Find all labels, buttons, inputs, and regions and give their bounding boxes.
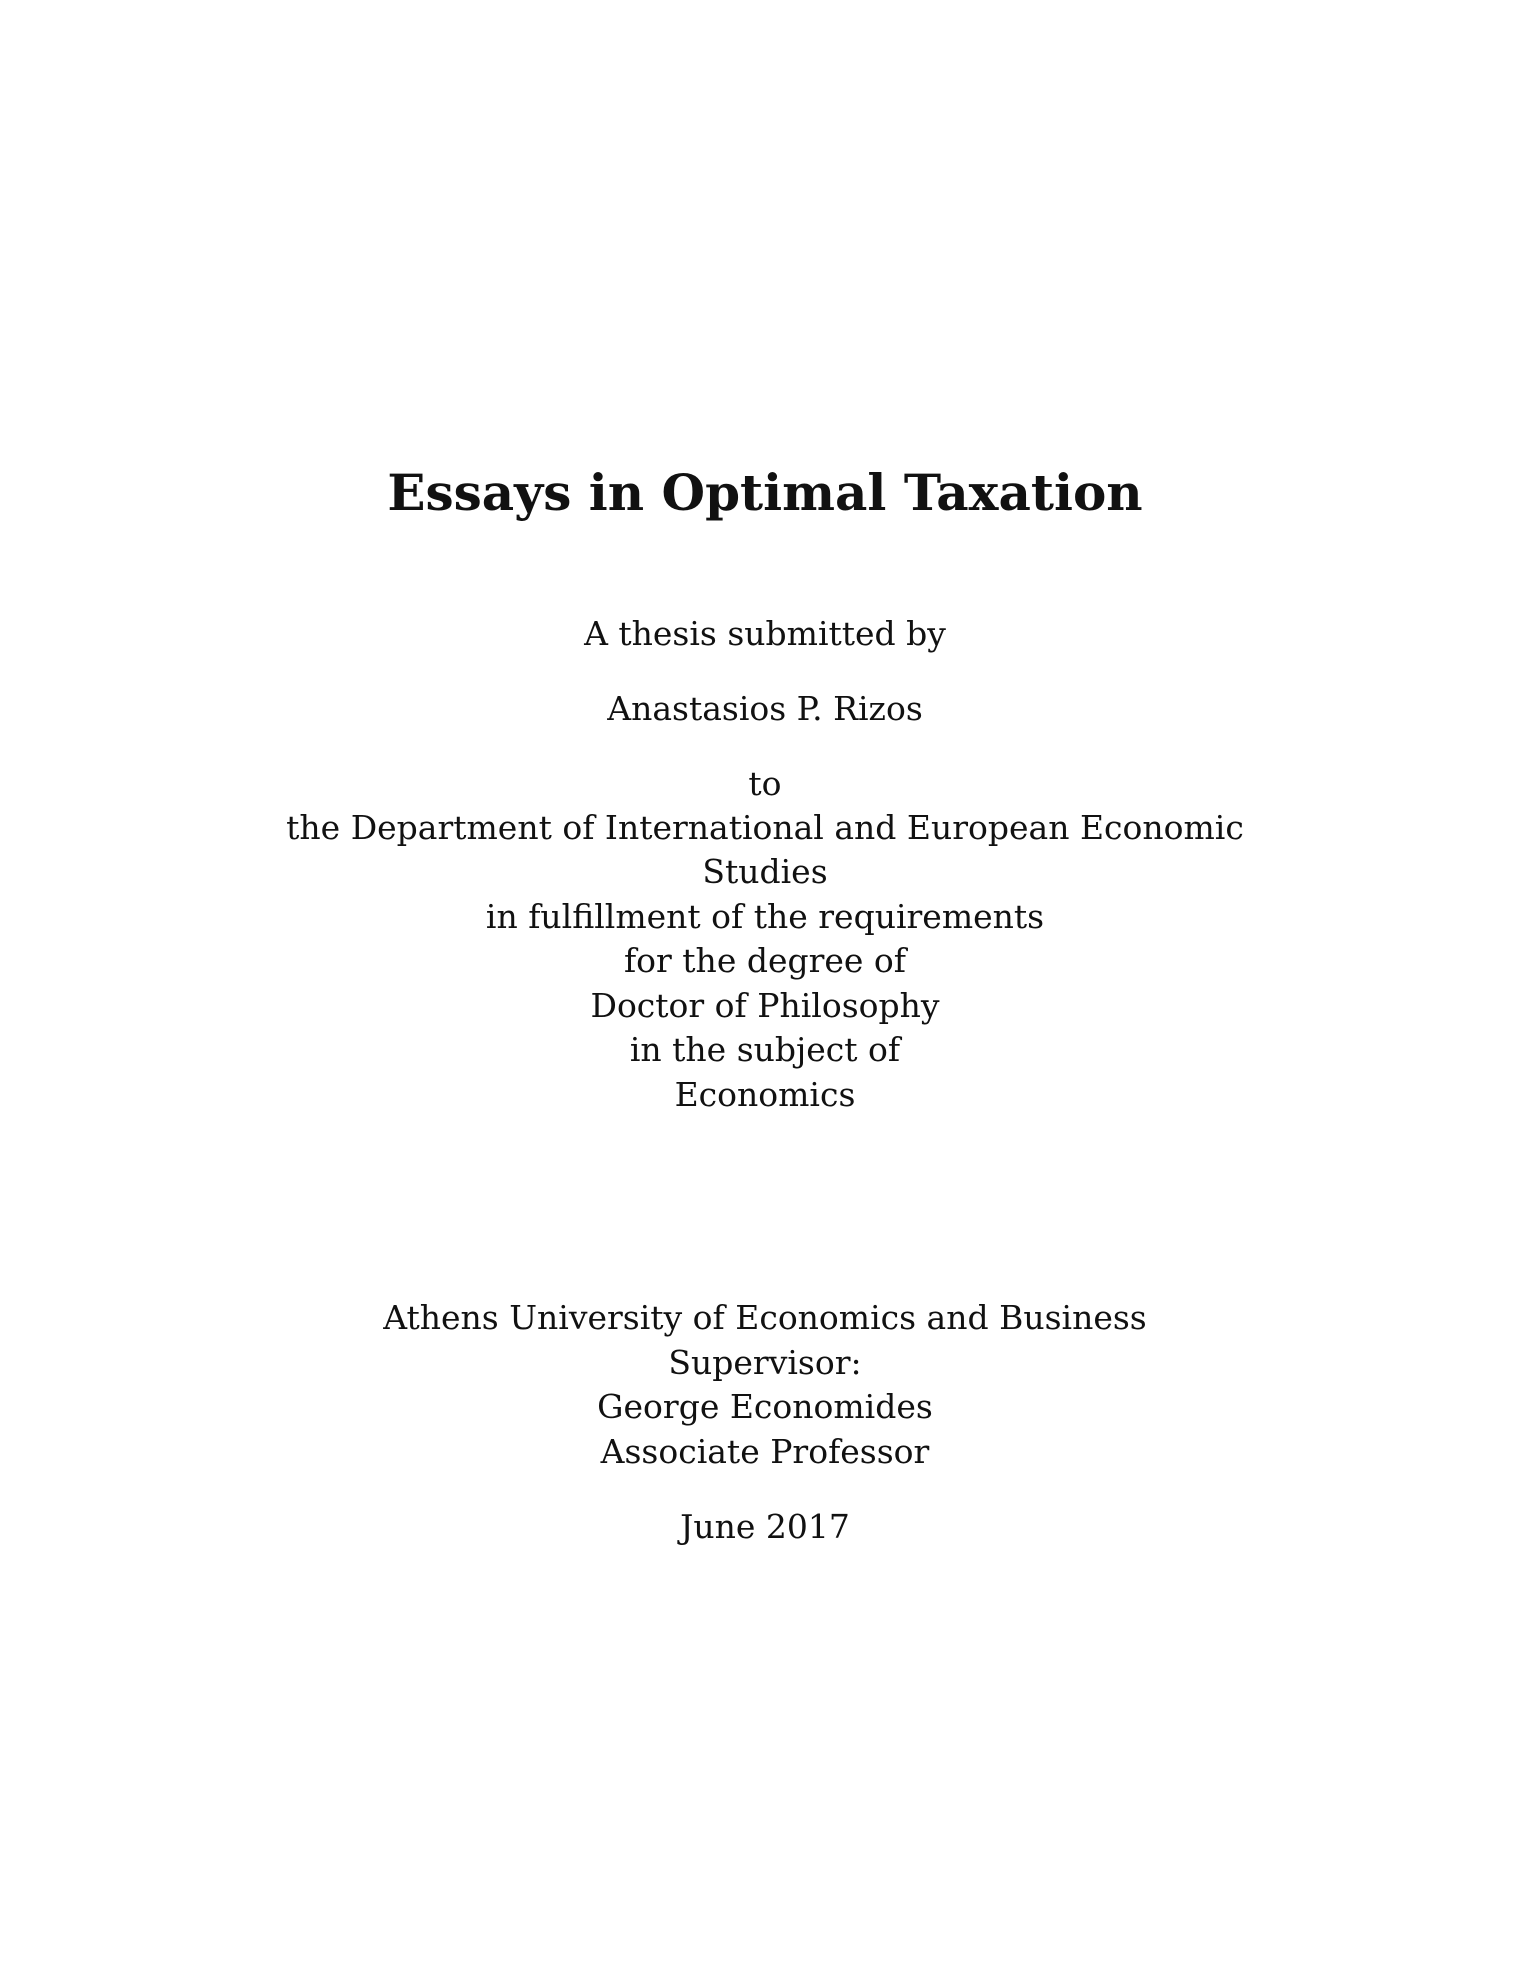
department-line-2: Studies [702,852,828,891]
supervisor-title: Associate Professor [600,1432,930,1471]
department-line-1: the Department of International and European Economic [286,808,1244,847]
university-name: Athens University of Economics and Business [383,1298,1147,1337]
thesis-title: Essays in Optimal Taxation [387,463,1143,522]
to-label: to [748,764,782,803]
subject-label: in the subject of [629,1030,901,1069]
supervisor-label: Supervisor: [668,1343,862,1382]
fulfillment-line: in fulfillment of the requirements [485,897,1045,936]
degree-label: for the degree of [623,941,907,980]
supervisor-name: George Economides [597,1387,933,1426]
degree-name: Doctor of Philosophy [590,986,940,1025]
author-name: Anastasios P. Rizos [607,689,923,728]
submission-date: June 2017 [680,1507,850,1546]
subject-name: Economics [674,1075,856,1114]
submitted-by-label: A thesis submitted by [584,614,946,653]
